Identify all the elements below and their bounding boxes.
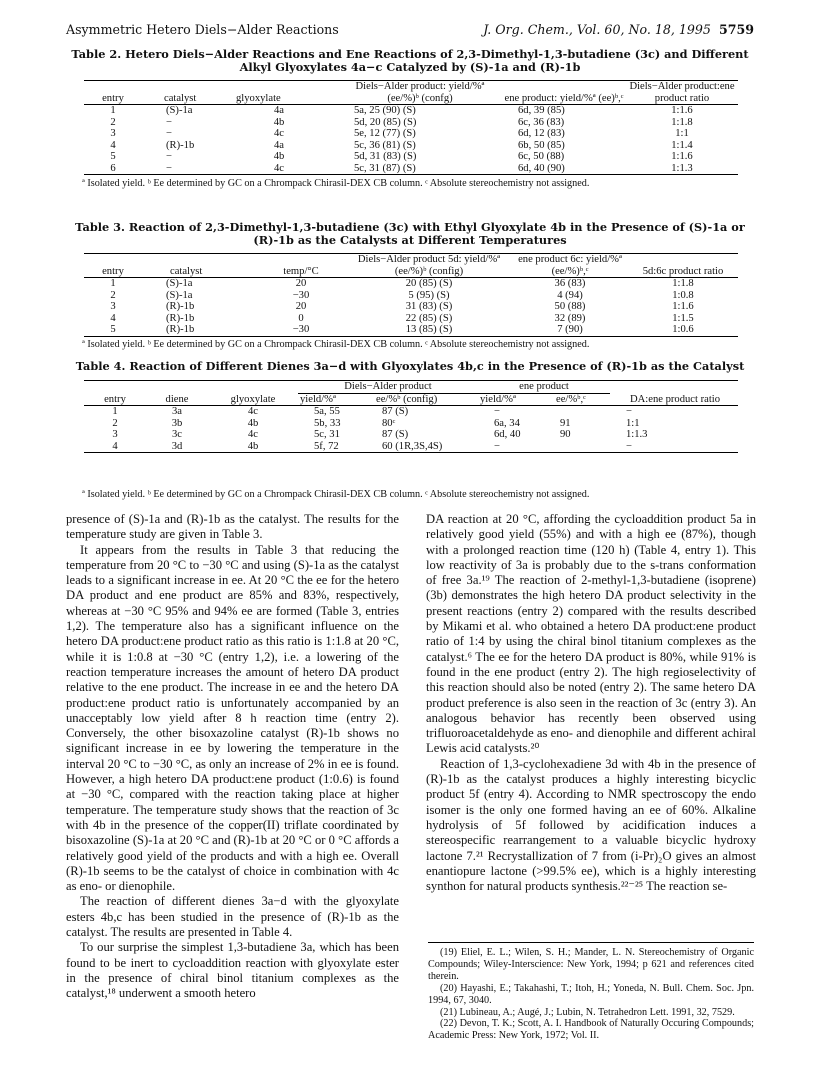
table2-cell: 5a, 25 (90) (S): [354, 105, 416, 116]
table2-header: entry: [84, 81, 142, 105]
table3-cell: 36 (83): [554, 278, 586, 289]
reference: (21) Lubineau, A.; Augé, J.; Lubin, N. Tetrahedron Lett. 1991, 32, 7529.: [440, 1006, 735, 1018]
table2-cell: 4a: [274, 139, 284, 151]
table3-row: [84, 301, 738, 313]
table4-body: [84, 406, 738, 453]
table2-cell: 4: [110, 139, 116, 151]
table4-cell: 80ᶜ: [382, 417, 396, 429]
table4-cell: 60 (1R,3S,4S): [366, 441, 478, 453]
table4-row: [84, 441, 738, 453]
table4-group-header: Diels−Alder product: [298, 381, 478, 394]
table3-header: entry: [84, 254, 142, 278]
reference: (19) Eliel, E. L.; Wilen, S. H.; Mander, L. N. Stereochemistry of Organic Compounds; Wiley-Interscience: New York, 1994; p 621 and references cited therein.: [428, 947, 754, 982]
table2-header: Diels−Alder product:ene product ratio: [626, 81, 738, 105]
table2-cell: 5: [110, 151, 116, 162]
table4-header: glyoxylate: [208, 393, 298, 406]
table3-header: Diels−Alder product 5d: yield/%ª (ee/%)ᵇ (config): [346, 254, 512, 278]
table2-cell: 4b: [273, 151, 285, 162]
table4-cell: 91: [560, 417, 571, 429]
table4-cell: −: [626, 406, 632, 417]
table4-header: yield/%ª: [478, 393, 544, 406]
table2-cell: 5c, 31 (87) (S): [338, 163, 502, 175]
paragraph: The reaction of different dienes 3a−d with the glyoxylate esters 4b,c has been studied in the presence of (R)-1b as the catalyst. The results are presented in Table 4.: [66, 894, 399, 940]
table2-cell: 1:1.8: [671, 116, 693, 128]
table4-cell: −: [494, 406, 500, 417]
table2-row: [84, 128, 738, 140]
table3-cell: 4: [110, 312, 116, 324]
table2-cell: 1:1: [675, 128, 689, 139]
table3-header: ene product 6c: yield/%ª (ee/%)ᵇ,ᶜ: [512, 254, 628, 278]
paragraph: To our surprise the simplest 1,3-butadiene 3a, which has been found to be inert to cycloaddition reaction with glyoxylate ester in the presence of chiral binol titanium complexes as the catalyst,¹⁸ underwent a smooth hetero: [66, 940, 399, 1001]
table4-cell: 87 (S): [382, 406, 409, 417]
table2-cell: 1: [110, 105, 116, 116]
table4-header: yield/%ª: [298, 393, 366, 406]
table3-footnote: ª Isolated yield. ᵇ Ee determined by GC on a Chrompack Chirasil-DEX CB column. ᶜ Absolute stereochemistry not assigned.: [82, 339, 590, 350]
table3-cell: 50 (88): [554, 301, 586, 312]
table3-header: 5d:6c product ratio: [628, 254, 738, 278]
table3-cell: 20: [295, 278, 307, 289]
table3-cell: 1: [110, 278, 116, 289]
table2-cell: 5d, 20 (85) (S): [354, 116, 417, 128]
right-column: [426, 512, 756, 894]
table3-cell: −30: [256, 324, 346, 336]
table4-cell: 87 (S): [382, 429, 409, 440]
reference: (22) Devon, T. K.; Scott, A. I. Handbook of Naturally Occuring Compounds; Academic Press: New York, 1972; Vol. II.: [428, 1018, 754, 1042]
table4-cell: 5c, 31: [314, 429, 340, 440]
table3-cell: 2: [110, 289, 116, 301]
table4-cell: 1:1.3: [626, 429, 648, 440]
paragraph: It appears from the results in Table 3 that reducing the temperature from 20 °C to −30 °C and using (S)-1a as the catalyst leads to a significant increase in ee. At 20 °C the ee for the hetero DA product and ene product are 85% and 83%, respectively, whereas at −30 °C 95% and 94% ee are formed (Table 3, entries 1,2). The temperature also has a significant influence on the hetero DA product:ene product ratio as this ratio is 1:1.8 at 20 °C, while it is 1:0.8 at −30 °C (entry 1,2), i.e. a lowering of the reaction temperature increases the amount of hetero DA product relative to the ene product. The increase in ee and the hetero DA product:ene product ratio is unfortunately accompanied by an unacceptably low yield after 8 h reaction time (entry 2). Conversely, the other bisoxazoline catalyst (R)-1b shows no significant increase in ee by lowering the temperature in the interval 20 °C to −30 °C, as only an increase of 2% in ee is found. However, a high hetero DA product:ene product (1:0.6) is found at −30 °C, compared with the reaction taking place at higher temperature. The temperature study shows that the reaction of 3c with 4b in the presence of the copper(II) triflate coordinated by bisoxazoline (S)-1a at 20 °C and (R)-1b at 20 °C or 0 °C affords a relatively good yield of the products and with a high ee. Overall (R)-1b seems to be the catalyst of choice in combination with 4c as eno- or dienophile.: [66, 542, 399, 894]
table2-row: [84, 117, 738, 129]
table2-cell: 5d, 31 (83) (S): [354, 151, 417, 162]
table2-cell: 5e, 12 (77) (S): [354, 128, 416, 139]
table2-cell: −: [166, 151, 172, 162]
table3: [84, 253, 738, 337]
table4-cell: 4: [84, 441, 146, 453]
table2-cell: 6d, 12 (83): [518, 128, 565, 139]
table3-row: [84, 278, 738, 290]
table4-cell: 2: [112, 417, 118, 429]
table4-caption: Table 4. Reaction of Different Dienes 3a−d with Glyoxylates 4b,c in the Presence of (R)-1b as the Catalyst: [75, 359, 745, 373]
table2-cell: (R)-1b: [166, 139, 195, 151]
table3-cell: 1:1.8: [672, 278, 694, 289]
table2-row: [84, 151, 738, 163]
table2-caption: Table 2. Hetero Diels−Alder Reactions and Ene Reactions of 2,3-Dimethyl-1,3-butadiene (3c) and Different Alkyl Glyoxylates 4a−c Catalyzed by (S)-1a and (R)-1b: [71, 47, 749, 74]
table2-cell: 5c, 36 (81) (S): [354, 139, 416, 151]
table2-header: Diels−Alder product: yield/%ª (ee/%)ᵇ (confg): [338, 81, 502, 105]
table2-cell: −: [166, 128, 172, 139]
table4-cell: 3b: [171, 417, 183, 429]
table4-cell: [544, 406, 610, 418]
table3-cell: (S)-1a: [166, 289, 193, 301]
table3-row: [84, 324, 738, 336]
table3-cell: 1:1.5: [672, 312, 694, 324]
table2-row: [84, 140, 738, 152]
table4-group-header: ene product: [478, 381, 610, 394]
table4-cell: 1: [112, 406, 118, 417]
table4: [84, 380, 738, 453]
table3-cell: 1:1.6: [672, 301, 694, 312]
table2-header: catalyst: [142, 81, 220, 105]
table2-cell: 6c, 36 (83): [518, 116, 565, 128]
table4-header: diene: [146, 393, 208, 406]
table2-row: [84, 163, 738, 175]
table2-cell: −: [142, 163, 220, 175]
table2-cell: 4a: [274, 105, 284, 116]
table2-header: glyoxylate: [220, 81, 338, 105]
reference: (20) Hayashi, E.; Takahashi, T.; Itoh, H.; Yoneda, N. Bull. Chem. Soc. Jpn. 1994, 67, 3040.: [428, 982, 754, 1006]
table4-header: entry: [84, 393, 146, 406]
table2-cell: 4b: [273, 116, 285, 128]
table3-cell: 4 (94): [557, 289, 583, 301]
table3-cell: 31 (83) (S): [405, 301, 453, 312]
table4-cell: 6d, 40: [494, 429, 521, 440]
table4-cell: [544, 441, 610, 453]
table3-caption: Table 3. Reaction of 2,3-Dimethyl-1,3-butadiene (3c) with Ethyl Glyoxylate 4b in the Presence of (S)-1a or (R)-1b as the Catalysts at Different Temperatures: [75, 220, 745, 247]
table3-body: [84, 278, 738, 337]
table3-cell: (S)-1a: [166, 278, 193, 289]
table2-cell: 3: [110, 128, 116, 139]
table2-cell: 1:1.4: [671, 139, 693, 151]
header-journal: [483, 22, 754, 37]
table4-footnote: ª Isolated yield. ᵇ Ee determined by GC on a Chrompack Chirasil-DEX CB column. ᶜ Absolute stereochemistry not assigned.: [82, 489, 590, 500]
table3-cell: 22 (85) (S): [405, 312, 453, 324]
table3-cell: 7 (90): [512, 324, 628, 336]
table2-footnote: ª Isolated yield. ᵇ Ee determined by GC on a Chrompack Chirasil-DEX CB column. ᶜ Absolute stereochemistry not assigned.: [82, 178, 590, 189]
table2-cell: 6d, 39 (85): [518, 105, 565, 116]
table4-header: ee/%ᵇ (config): [366, 393, 478, 406]
table4-cell: 3a: [172, 406, 182, 417]
table3-header-row: [84, 254, 738, 278]
table2-cell: 2: [110, 116, 116, 128]
table3-cell: 20: [295, 301, 307, 312]
table3-cell: 1:0.8: [672, 289, 694, 301]
table4-cell: −: [610, 441, 738, 453]
paragraph: Reaction of 1,3-cyclohexadiene 3d with 4b in the presence of (R)-1b as the catalyst produces a highly interesting bicyclic product 5f (entry 4). According to NMR spectroscopy the endo isomer is the only one formed having an ee of 60%. Alkaline hydrolysis of 5f followed by acidification induces a stereospecific rearrangement to a valuable bicyclic hydroxy lactone 7.²¹ Recrystallization of 7 from (i-Pr)₂O gives an almost enantiopure lactone (>99.5% ee), which is a highly interesting synthon for natural products synthesis.²²⁻²⁵ The reaction se-: [426, 756, 756, 894]
table3-cell: (R)-1b: [142, 324, 256, 336]
table4-header-row: [84, 393, 738, 406]
table4-header: DA:ene product ratio: [610, 393, 738, 406]
table4-cell: −: [478, 441, 544, 453]
table2-cell: 1:1.6: [671, 105, 693, 116]
table3-cell: −30: [292, 289, 310, 301]
table3-cell: 1:0.6: [628, 324, 738, 336]
paragraph: DA reaction at 20 °C, affording the cycloaddition product 5a in relatively good yield (55%) and with a high ee (87%), though with a prolonged reaction time (120 h) (Table 4, entry 1). This low reactivity of 3a is probably due to the s-trans conformation of free 3a.¹⁹ The reaction of 2-methyl-1,3-butadiene (isoprene) (3b) demonstrates the high hetero DA product selectivity in the present reactions (entry 2) compared with the results described by Mikami et al. who obtained a hetero DA product:ene product ratio of 1:4 by using the chiral binol titanium complexes as the catalyst.⁶ The ee for the hetero DA product is 80%, while 91% is found in the ene product (entry 2). The high regioselectivity of this reaction should also be noted (entry 2). The same hetero DA product preference is also seen in the reaction of 3c (entry 3). An analogous behavior has recently been observed using trifluoroacetaldehyde as eno- and dienophile and different achiral Lewis acid catalysts.²⁰: [426, 512, 756, 756]
table2-cell: 1:1.3: [626, 163, 738, 175]
table2-header: ene product: yield/%ª (ee)ᵇ,ᶜ: [502, 81, 626, 105]
paragraph: presence of (S)-1a and (R)-1b as the catalyst. The results for the temperature study are given in Table 3.: [66, 512, 399, 542]
table2-cell: 4c: [274, 128, 284, 139]
table4-row: [84, 406, 738, 418]
table3-cell: 3: [110, 301, 116, 312]
table2-row: [84, 105, 738, 117]
table4-cell: 3d: [146, 441, 208, 453]
table4-cell: 6a, 34: [494, 417, 520, 429]
table3-cell: (R)-1b: [166, 312, 195, 324]
table3-cell: 5 (95) (S): [408, 289, 450, 301]
table4-cell: 5f, 72: [298, 441, 366, 453]
header-title: Asymmetric Hetero Diels−Alder Reactions: [66, 22, 339, 37]
table4-cell: 3: [112, 429, 118, 440]
table4-cell: 4c: [248, 429, 258, 440]
table4-cell: 90: [560, 429, 571, 440]
table2-cell: 6d, 40 (90): [502, 163, 626, 175]
table2-header-row: [84, 81, 738, 105]
table2-cell: 6c, 50 (88): [518, 151, 565, 162]
table4-cell: 1:1: [626, 417, 640, 429]
table4-header: ee/%ᵇ,ᶜ: [544, 393, 610, 406]
references: [428, 942, 754, 1042]
table4-cell: 4b: [247, 417, 259, 429]
table4-group-header-row: [84, 381, 738, 394]
table4-cell: 5a, 55: [314, 406, 340, 417]
table3-cell: 0: [298, 312, 304, 324]
table3-header: temp/°C: [256, 254, 346, 278]
page-number: 5759: [718, 22, 754, 37]
table2: [84, 80, 738, 175]
table2-cell: 6b, 50 (85): [518, 139, 565, 151]
table2-cell: −: [166, 116, 172, 128]
table4-row: [84, 418, 738, 430]
table2-cell: 6: [84, 163, 142, 175]
table4-row: [84, 429, 738, 441]
table3-header: catalyst: [142, 254, 256, 278]
table3-cell: 32 (89): [554, 312, 586, 324]
left-column: [66, 512, 399, 1002]
journal-citation: J. Org. Chem., Vol. 60, No. 18, 1995: [483, 22, 711, 37]
table3-cell: 13 (85) (S): [346, 324, 512, 336]
table4-cell: 4b: [208, 441, 298, 453]
table3-cell: 20 (85) (S): [405, 278, 453, 289]
table2-body: [84, 105, 738, 175]
table3-row: [84, 290, 738, 302]
table4-cell: 4c: [248, 406, 258, 417]
table4-cell: 3c: [172, 429, 182, 440]
table2-cell: 1:1.6: [671, 151, 693, 162]
table3-row: [84, 313, 738, 325]
table3-cell: 5: [84, 324, 142, 336]
table2-cell: 4c: [220, 163, 338, 175]
table3-cell: (R)-1b: [166, 301, 195, 312]
table4-cell: 5b, 33: [314, 417, 341, 429]
table2-cell: (S)-1a: [166, 105, 193, 116]
